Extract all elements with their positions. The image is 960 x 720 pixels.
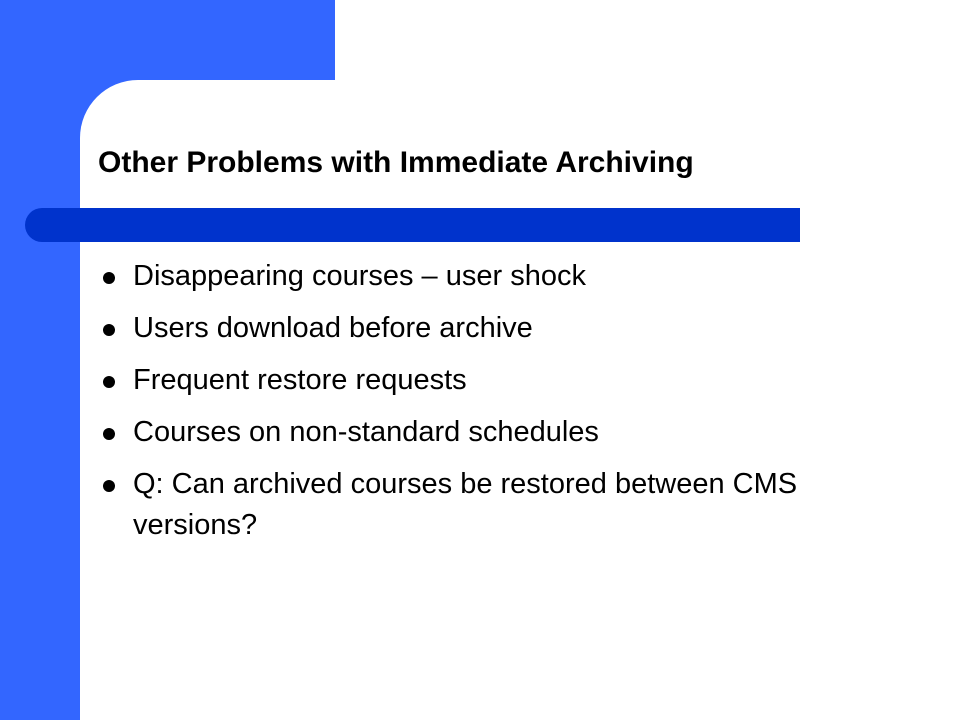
bullet-item bbox=[100, 308, 920, 349]
bullet-item bbox=[100, 256, 920, 297]
title-underline-bar bbox=[25, 208, 800, 242]
bullet-text: Frequent restore requests bbox=[133, 364, 467, 396]
bullet-text: Courses on non-standard schedules bbox=[133, 416, 599, 448]
bullet-dot-icon bbox=[103, 376, 115, 388]
bullet-list bbox=[100, 256, 920, 557]
bullet-dot-icon bbox=[103, 324, 115, 336]
bullet-text: Users download before archive bbox=[133, 312, 533, 344]
bullet-text: Disappearing courses – user shock bbox=[133, 260, 586, 292]
bullet-dot-icon bbox=[103, 480, 115, 492]
bullet-item bbox=[100, 360, 920, 401]
bullet-dot-icon bbox=[103, 428, 115, 440]
slide-title: Other Problems with Immediate Archiving bbox=[98, 146, 694, 179]
bullet-item bbox=[100, 464, 920, 546]
bullet-dot-icon bbox=[103, 272, 115, 284]
bullet-item bbox=[100, 412, 920, 453]
bullet-text: Q: Can archived courses be restored between CMS versions? bbox=[133, 468, 798, 541]
